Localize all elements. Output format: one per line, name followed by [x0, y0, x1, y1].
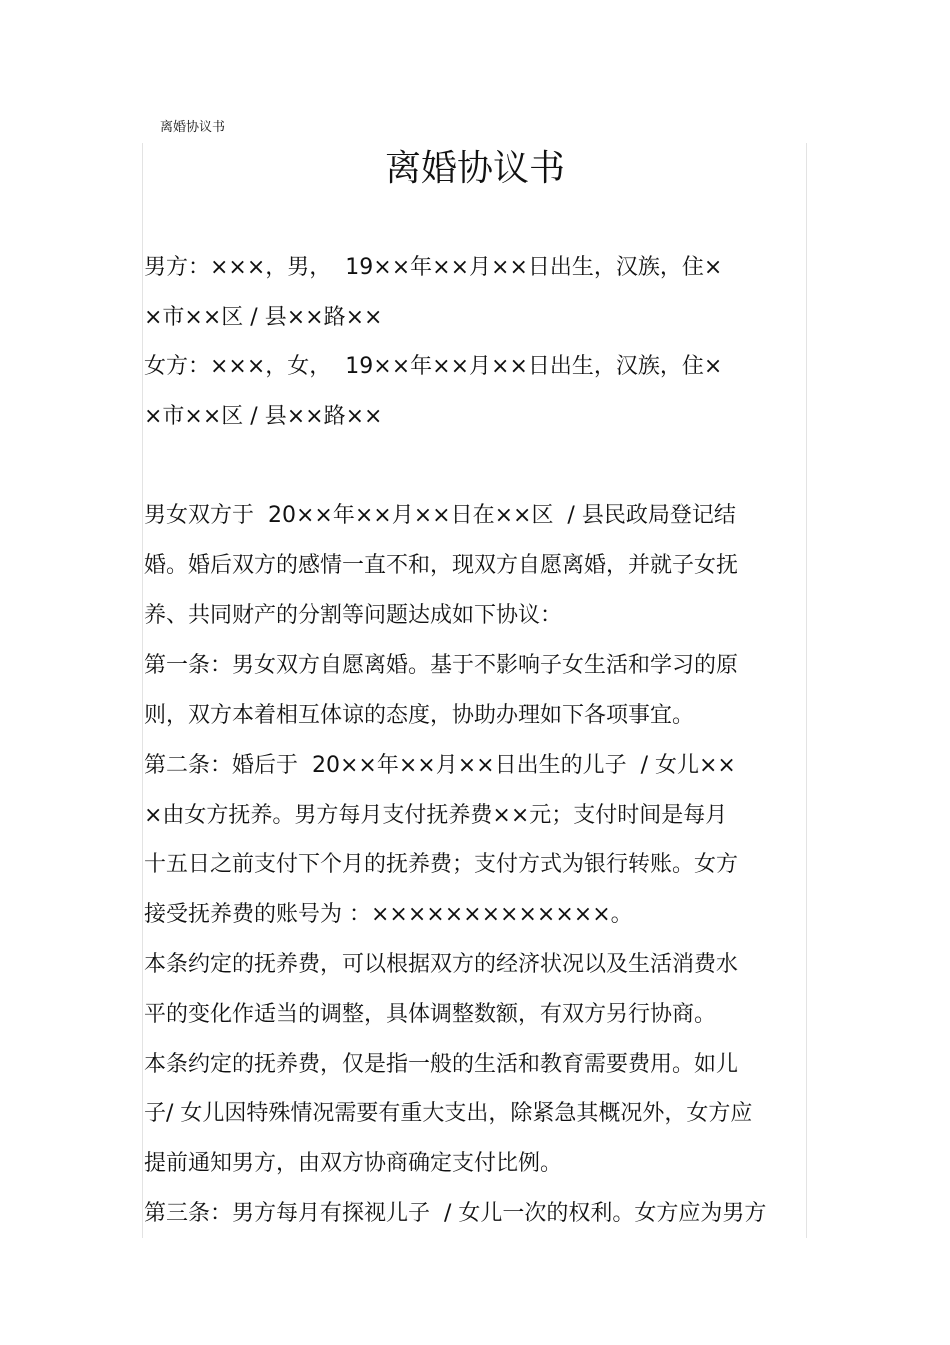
text-line: 提前通知男方，由双方协商确定支付比例。: [144, 1151, 563, 1176]
text-line: 女方：×××，女， 19××年××月××日出生，汉族，住×: [144, 354, 723, 379]
text-line: 十五日之前支付下个月的抚养费；支付方式为银行转账。女方: [144, 852, 739, 877]
text-line: 平的变化作适当的调整，具体调整数额，有双方另行协商。: [144, 1002, 717, 1027]
page-border-left: [142, 143, 143, 1238]
text-line: 婚。婚后双方的感情一直不和，现双方自愿离婚，并就子女抚: [144, 553, 739, 578]
text-line: ×市××区 / 县××路××: [144, 404, 383, 429]
text-line: ×市××区 / 县××路××: [144, 305, 383, 330]
text-line: 第一条：男女双方自愿离婚。基于不影响子女生活和学习的原: [144, 653, 739, 678]
document-title: 离婚协议书: [384, 148, 565, 189]
text-line: 第二条：婚后于 20××年××月××日出生的儿子 / 女儿××: [144, 753, 736, 778]
text-line: 子/ 女儿因特殊情况需要有重大支出，除紧急其概况外，女方应: [144, 1101, 753, 1126]
page-header: 离婚协议书: [160, 120, 226, 135]
text-line: 本条约定的抚养费，仅是指一般的生活和教育需要费用。如儿: [144, 1052, 739, 1077]
text-line: 接受抚养费的账号为 ：×××××××××××××。: [144, 902, 633, 927]
text-line: 男方：×××，男， 19××年××月××日出生，汉族，住×: [144, 255, 723, 280]
text-line: 则，双方本着相互体谅的态度，协助办理如下各项事宜。: [144, 703, 695, 728]
text-line: ×由女方抚养。男方每月支付抚养费××元；支付时间是每月: [144, 803, 728, 828]
page-border-right: [806, 143, 807, 1238]
text-line: 第三条：男方每月有探视儿子 / 女儿一次的权利。女方应为男方: [144, 1201, 767, 1226]
text-line: 本条约定的抚养费，可以根据双方的经济状况以及生活消费水: [144, 952, 739, 977]
text-line: 养、共同财产的分割等问题达成如下协议：: [144, 603, 563, 628]
text-line: 男女双方于 20××年××月××日在××区 / 县民政局登记结: [144, 503, 736, 528]
